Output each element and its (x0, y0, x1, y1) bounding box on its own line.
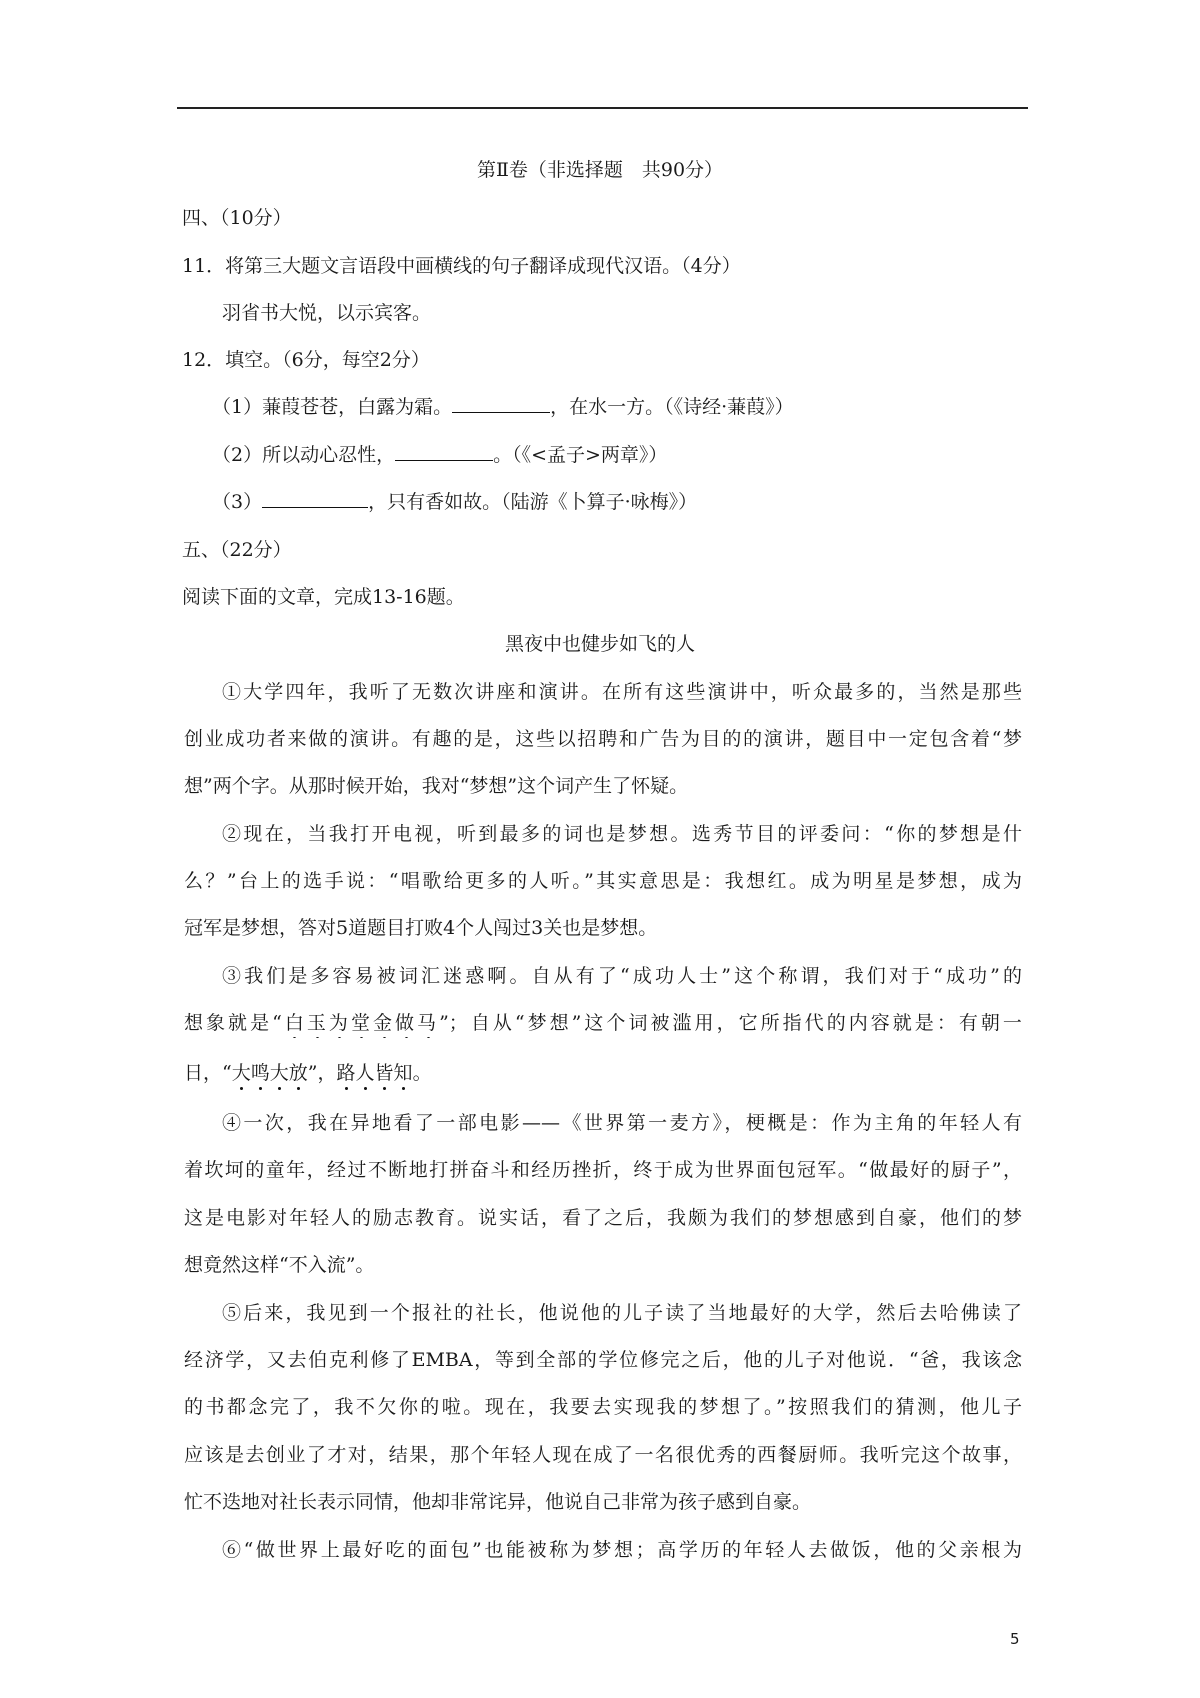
question-11-sentence: 羽省书大悦，以示宾客。 (222, 302, 432, 324)
paragraph-5-line-5: 忙不迭地对社长表示同情，他却非常诧异，他说自己非常为孩子感到自豪。 (184, 1491, 812, 1513)
p3-l2-start: 想象就是“ (184, 1012, 282, 1034)
item-1-suffix: ，在水一方。（《诗经·蒹葭》） (550, 396, 794, 418)
emphasis-char: 马 (417, 1012, 440, 1034)
page-number: 5 (1010, 1630, 1020, 1648)
emphasis-char: 白 (281, 1012, 307, 1034)
emphasis-char: 大 (269, 1062, 289, 1084)
emphasis-char: 金 (372, 1012, 396, 1034)
header-rule (177, 107, 1028, 109)
question-12-item-2 (212, 440, 667, 470)
question-11: 11．将第三大题文言语段中画横线的句子翻译成现代汉语。（4分） (182, 255, 741, 277)
q5-heading: 五、（22分） (182, 539, 292, 561)
item-1-prefix: （1）蒹葭苍苍，白露为霜。 (212, 396, 453, 418)
paragraph-2-line-1: ②现在，当我打开电视，听到最多的词也是梦想。选秀节目的评委问：“你的梦想是什 (222, 823, 1022, 845)
article-title: 黑夜中也健步如飞的人 (504, 633, 695, 655)
section-title: 第Ⅱ卷（非选择题 共90分） (476, 159, 724, 181)
q4-heading: 四、（10分） (182, 207, 292, 229)
question-12-item-1 (212, 392, 794, 422)
emphasis-char: 人 (355, 1062, 375, 1084)
paragraph-3-line-2 (184, 1008, 1022, 1038)
paragraph-5-line-3: 的书都念完了，我不欠你的啦。现在，我要去实现我的梦想了。”按照我们的猜测，他儿子 (184, 1396, 1022, 1418)
emphasis-char: 知 (393, 1062, 413, 1084)
emphasis-char: 堂 (350, 1012, 373, 1034)
reading-instruction: 阅读下面的文章，完成13-16题。 (182, 586, 465, 608)
paragraph-5-line-2: 经济学，又去伯克利修了EMBA，等到全部的学位修完之后，他的儿子对他说．“爸，我该念 (184, 1349, 1022, 1371)
emphasis-char: 做 (395, 1012, 418, 1034)
item-2-prefix: （2）所以动心忍性， (212, 444, 396, 466)
answer-blank-3[interactable] (262, 489, 368, 508)
paragraph-4-line-1: ④一次，我在异地看了一部电影——《世界第一麦方》，梗概是：作为主角的年轻人有 (222, 1112, 1022, 1134)
question-12: 12．填空。（6分，每空2分） (182, 349, 430, 371)
p3-l3-mid: ”， (307, 1062, 337, 1084)
emphasis-char: 路 (336, 1062, 356, 1084)
emphasis-char: 皆 (374, 1062, 394, 1084)
item-3-prefix: （3） (212, 491, 263, 513)
paragraph-4-line-4: 想竟然这样“不入流”。 (184, 1254, 375, 1276)
paragraph-4-line-3: 这是电影对年轻人的励志教育。说实话，看了之后，我颇为我们的梦想感到自豪，他们的梦 (184, 1207, 1022, 1229)
question-12-item-3 (212, 487, 697, 517)
emphasized-phrase-3 (337, 1062, 413, 1084)
item-3-suffix: ，只有香如故。（陆游《卜算子·咏梅》） (368, 491, 698, 513)
item-2-suffix: 。（《<孟子>两章》） (493, 444, 668, 466)
paragraph-2-line-3: 冠军是梦想，答对5道题目打败4个人闯过3关也是梦想。 (184, 917, 658, 939)
emphasis-char: 玉 (306, 1012, 329, 1034)
emphasis-char: 大 (231, 1062, 251, 1084)
p3-l3-end: 。 (412, 1062, 432, 1084)
p3-l2-end: ”；自从“梦想”这个词被滥用，它所指代的内容就是：有朝一 (439, 1012, 1022, 1034)
emphasis-char: 鸣 (250, 1062, 270, 1084)
paragraph-3-line-1: ③我们是多容易被词汇迷惑啊。自从有了“成功人士”这个称谓，我们对于“成功”的 (222, 965, 1022, 987)
paragraph-6-line-1: ⑥“做世界上最好吃的面包”也能被称为梦想；高学历的年轻人去做饭，他的父亲根为 (222, 1539, 1022, 1561)
emphasized-phrase-2 (232, 1062, 308, 1084)
paragraph-1-line-2: 创业成功者来做的演讲。有趣的是，这些以招聘和广告为目的的演讲，题目中一定包含着“梦 (184, 728, 1022, 750)
paragraph-1-line-1: ①大学四年，我听了无数次讲座和演讲。在所有这些演讲中，听众最多的，当然是那些 (222, 681, 1022, 703)
emphasized-phrase-1 (282, 1012, 439, 1034)
p3-l3-start: 日，“ (184, 1062, 232, 1084)
paragraph-3-line-3 (184, 1058, 432, 1088)
answer-blank-2[interactable] (395, 442, 493, 461)
paragraph-4-line-2: 着坎坷的童年，经过不断地打拼奋斗和经历挫折，终于成为世界面包冠军。“做最好的厨子”， (184, 1159, 1022, 1181)
paragraph-5-line-4: 应该是去创业了才对，结果，那个年轻人现在成了一名很优秀的西餐厨师。我听完这个故事， (184, 1444, 1022, 1466)
emphasis-char: 为 (328, 1012, 351, 1034)
answer-blank-1[interactable] (452, 394, 550, 413)
paragraph-2-line-2: 么？”台上的选手说：“唱歌给更多的人听。”其实意思是：我想红。成为明星是梦想，成为 (184, 870, 1022, 892)
paragraph-5-line-1: ⑤后来，我见到一个报社的社长，他说他的儿子读了当地最好的大学，然后去哈佛读了 (222, 1302, 1022, 1324)
emphasis-char: 放 (288, 1062, 308, 1084)
paragraph-1-line-3: 想”两个字。从那时候开始，我对“梦想”这个词产生了怀疑。 (184, 775, 689, 797)
